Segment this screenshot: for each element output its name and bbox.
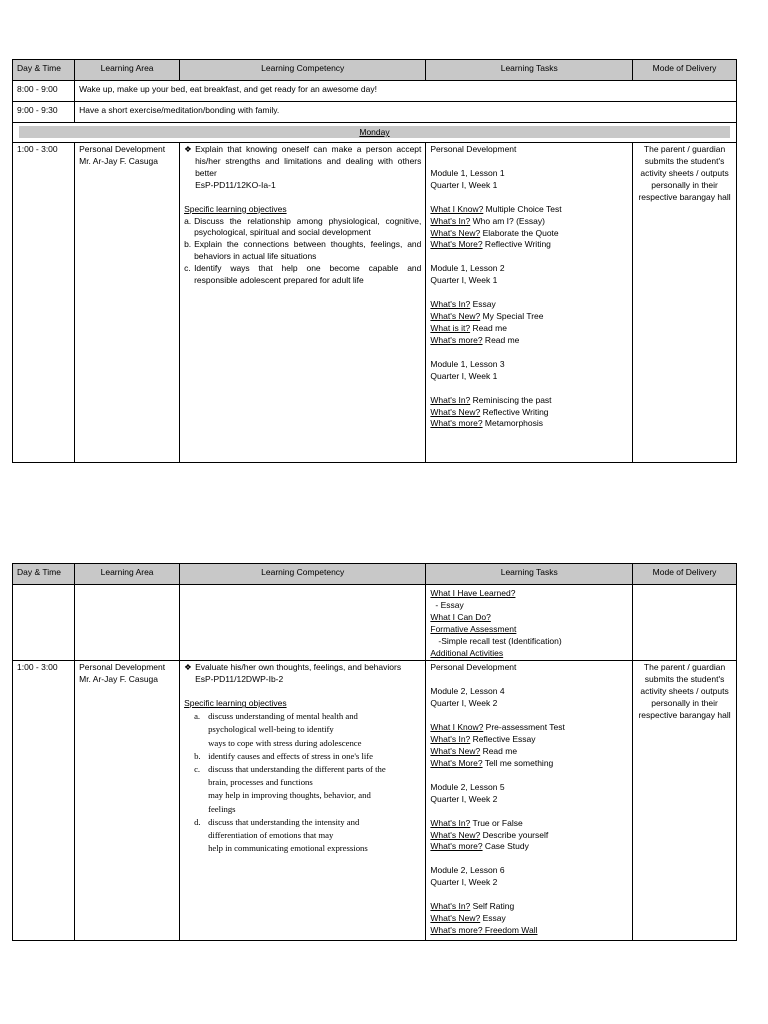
header-learning-tasks: Learning Tasks [426, 564, 633, 585]
list-item: What is it? Read me [430, 322, 507, 333]
list-item: What's more? Read me [430, 334, 520, 345]
list-item: Additional Activities [430, 647, 504, 658]
list-item: -Simple recall test (Identification) [438, 635, 562, 646]
row-activity: Wake up, make up your bed, eat breakfast, and get ready for an awesome day! [75, 81, 737, 102]
quarter-label: Quarter I, Week 1 [430, 179, 498, 190]
diamond-bullet-icon: ❖ [184, 144, 192, 154]
tasks-title: Personal Development [430, 662, 517, 673]
table-row [13, 143, 737, 463]
day-label: Monday [19, 126, 730, 138]
list-item: c. Identify ways that help one become capable and responsible adolescent prepared for adult life [184, 263, 422, 286]
objectives-list [184, 216, 421, 287]
schedule-table-1 [12, 59, 737, 463]
header-learning-competency: Learning Competency [180, 60, 426, 81]
learning-tasks-cell [426, 661, 633, 941]
continued-tasks-cell [426, 585, 633, 661]
list-item: help in communicating emotional expressions [208, 843, 368, 854]
list-item: d. discuss that understanding the intensity and differentiation of emotions that may [194, 816, 360, 840]
header-day-time: Day & Time [13, 564, 75, 585]
competency-code: EsP-PD11/12DWP-Ib-2 [195, 674, 284, 685]
learning-area-teacher: Mr. Ar-Jay F. Casuga [79, 155, 158, 166]
objectives-title: Specific learning objectives [184, 203, 287, 214]
module-label: Module 2, Lesson 5 [430, 781, 505, 792]
list-item: may help in improving thoughts, behavior, and feelings [208, 790, 371, 814]
learning-tasks-cell [426, 143, 633, 463]
learning-area-subject: Personal Development [79, 144, 166, 154]
day-row [13, 123, 737, 143]
row-time: 1:00 - 3:00 [13, 661, 75, 941]
table-row [13, 81, 737, 102]
list-item: What's more? Case Study [430, 841, 529, 852]
table-row [13, 661, 737, 941]
list-item: What's New? My Special Tree [430, 311, 544, 322]
list-item: What's In? Self Rating [430, 901, 515, 912]
header-day-time: Day & Time [13, 60, 75, 81]
competency-code: EsP-PD11/12KO-Ia-1 [195, 179, 276, 190]
schedule-table-2 [12, 563, 737, 941]
header-mode-of-delivery: Mode of Delivery [633, 60, 737, 81]
quarter-label: Quarter I, Week 1 [430, 275, 498, 286]
competency-text: Evaluate his/her own thoughts, feelings, and behaviors [195, 662, 402, 673]
list-item: What's New? Reflective Writing [430, 406, 549, 417]
header-learning-tasks: Learning Tasks [426, 60, 633, 81]
tasks-title: Personal Development [430, 144, 517, 154]
module-label: Module 1, Lesson 2 [430, 263, 505, 274]
learning-area-cell [75, 143, 180, 463]
header-mode-of-delivery: Mode of Delivery [633, 564, 737, 585]
quarter-label: Quarter I, Week 1 [430, 370, 498, 381]
objectives-list [184, 710, 421, 855]
module-label: Module 2, Lesson 6 [430, 865, 505, 876]
list-item: a. discuss understanding of mental health and psychological well-being to identify [194, 711, 358, 735]
module-label: Module 2, Lesson 4 [430, 686, 505, 697]
list-item: What's In? Who am I? (Essay) [430, 215, 545, 226]
list-item: What I Can Do? [430, 611, 491, 622]
list-item: What I Know? Multiple Choice Test [430, 203, 562, 214]
list-item: What's New? Elaborate the Quote [430, 227, 559, 238]
list-item: a. Discuss the relationship among physiological, cognitive, psychological, spiritual and social development [184, 215, 422, 238]
competency-text: Explain that knowing oneself can make a person accept his/her strengths and limitations and dealing with others better [195, 144, 422, 178]
list-item: ways to cope with stress during adolescence [208, 737, 362, 748]
objectives-title: Specific learning objectives [184, 698, 287, 709]
list-item: What's More? Reflective Writing [430, 239, 551, 250]
list-item: What's In? Reminiscing the past [430, 394, 552, 405]
learning-area-teacher: Mr. Ar-Jay F. Casuga [79, 674, 158, 685]
header-learning-area: Learning Area [75, 564, 180, 585]
list-item: What's New? Describe yourself [430, 829, 549, 840]
list-item: What I Have Learned? [430, 588, 516, 598]
list-item: What's In? Reflective Essay [430, 734, 536, 745]
row-time: 8:00 - 9:00 [13, 81, 75, 102]
quarter-label: Quarter I, Week 2 [430, 698, 498, 709]
row-activity: Have a short exercise/meditation/bonding with family. [75, 102, 737, 123]
row-time: 9:00 - 9:30 [13, 102, 75, 123]
diamond-bullet-icon: ❖ [184, 662, 192, 673]
list-item: What's In? Essay [430, 299, 496, 310]
list-item: - Essay [435, 599, 464, 610]
learning-competency-cell [180, 143, 426, 463]
mode-of-delivery-cell: The parent / guardian submits the student's activity sheets / outputs personally in their respective barangay hall [633, 143, 737, 463]
list-item: b. Explain the connections between thoughts, feelings, and behaviors in actual life situations [184, 239, 422, 262]
learning-competency-cell [180, 661, 426, 941]
list-item: What I Know? Pre-assessment Test [430, 722, 565, 733]
module-label: Module 1, Lesson 1 [430, 167, 505, 178]
table-row [13, 585, 737, 661]
list-item: What's New? Essay [430, 913, 506, 924]
list-item: What's In? True or False [430, 817, 523, 828]
quarter-label: Quarter I, Week 2 [430, 793, 498, 804]
header-learning-area: Learning Area [75, 60, 180, 81]
learning-area-cell [75, 661, 180, 941]
quarter-label: Quarter I, Week 2 [430, 877, 498, 888]
table-header-row [13, 564, 737, 585]
list-item: What's New? Read me [430, 745, 518, 756]
list-item: What's More? Tell me something [430, 757, 554, 768]
table-row [13, 102, 737, 123]
row-time: 1:00 - 3:00 [13, 143, 75, 463]
list-item: Formative Assessment [430, 623, 517, 634]
list-item: b. identify causes and effects of stress in one's life [194, 750, 374, 761]
module-label: Module 1, Lesson 3 [430, 358, 505, 369]
list-item: c. discuss that understanding the different parts of the brain, processes and functions [194, 763, 386, 788]
learning-area-subject: Personal Development [79, 662, 166, 673]
list-item: What's more? Freedom Wall [430, 924, 538, 935]
table-header-row [13, 60, 737, 81]
mode-of-delivery-cell: The parent / guardian submits the student's activity sheets / outputs personally in their respective barangay hall [633, 661, 737, 941]
header-learning-competency: Learning Competency [180, 564, 426, 585]
list-item: What's more? Metamorphosis [430, 418, 544, 429]
